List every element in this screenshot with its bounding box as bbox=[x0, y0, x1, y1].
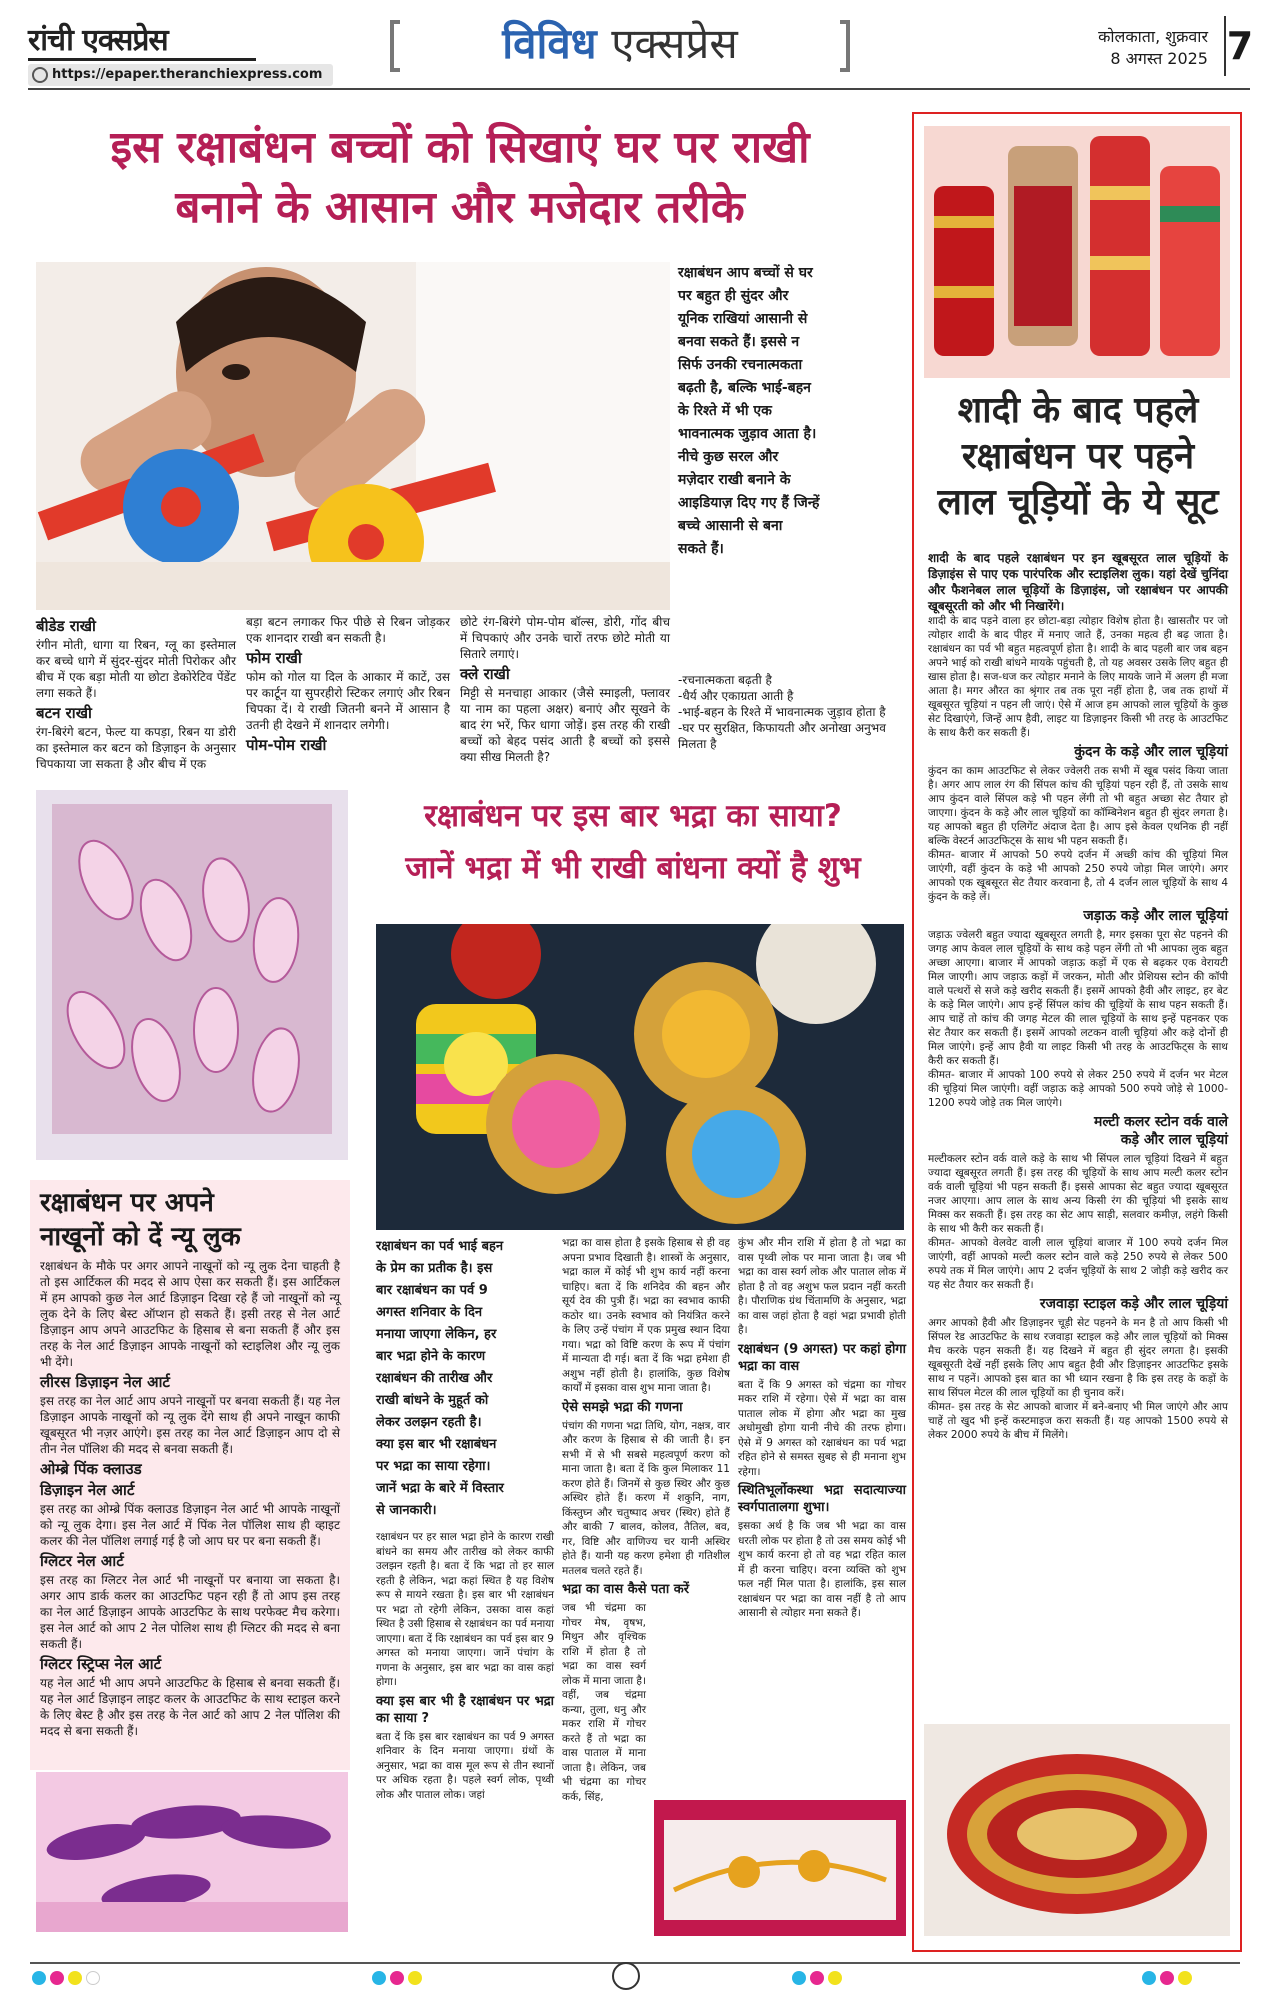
footer-rule bbox=[30, 1962, 1240, 1964]
main-story-lead: रक्षाबंधन आप बच्चों से घर पर बहुत ही सुंदर और यूनिक राखियां आसानी से बनवा सकते हैं। इससे न सिर्फ उनकी रचनात्मकता बढ़ती है, बल्कि भाई-बहन के रिश्ते में भी एक भावनात्मक जुड़ाव आता है। नीचे कुछ सरल और मज़ेदार राखी बनाने के आइडियाज़ दिए गए हैं जिन्हें बच्चे आसानी से बना सकते हैं। bbox=[678, 265, 820, 557]
glitter-nail-photo bbox=[36, 1772, 348, 1932]
bhadra-col2: भद्रा का वास होता है इसके हिसाब से ही वह अपना प्रभाव दिखाती है। शास्त्रों के अनुसार, भद्रा काल में कोई भी शुभ कार्य नहीं करना चाहिए। बता दें कि शनिदेव की बहन और सूर्य देव की पुत्री हैं। भद्रा का स्वभाव काफी कठोर था। उनके स्वभाव को नियंत्रित करने के लिए उन्हें पंचांग में एक प्रमुख स्थान दिया गया। भद्रा को विष्टि करण के रूप में पंचांग में मान्यता दी गई। बता दें कि भद्रा हमेशा ही अशुभ नहीं होती है। हालांकि, कुछ विशेष कार्यों में इसका वास शुभ माना जाता है। ऐसे समझे भद्रा की गणना पंचांग की गणना भद्रा तिथि, योग, नक्षत्र, वार और करण के हिसाब से की जाती है। इन सभी में से भी सबसे महत्वपूर्ण करण को माना जाता है। बता दें कि कुल मिलाकर 11 करण होते हैं। जिनमें से कुछ स्थिर और कुछ अस्थिर होते हैं। करण में शकुनि, नाग, किंस्तुघ्न और चतुष्पाद अचर (स्थिर) होते हैं और बाकी 7 बालव, कोलव, तैतिल, बव, गर, विष्टि और वाणिज्य चर यानी अस्थिर होते हैं। यानी यह करण हमेशा ही गतिशील मतलब चलते रहते हैं। भद्रा का वास कैसे पता करें जब भी चंद्रमा का गोचर मेष, वृषभ, मिथुन और वृश्चिक राशि में होता है तो भद्रा का वास स्वर्ग लोक में माना जाता है। वहीं, जब चंद्रमा कन्या, तुला, धनु और मकर राशि में गोचर करते हैं तो भद्रा का वास पाताल में माना जाता है। लेकिन, जब भी चंद्रमा का गोचर कर्क, सिंह, bbox=[562, 1237, 731, 1803]
section-title-part1: विविध bbox=[502, 19, 597, 68]
red-bangles-photo bbox=[924, 126, 1230, 378]
bhadra-headline: रक्षाबंधन पर इस बार भद्रा का साया? जानें भद्रा में भी राखी बांधना क्यों है शुभ bbox=[405, 798, 861, 886]
page-number: 7 bbox=[1224, 16, 1254, 76]
rakhi-thali-photo bbox=[376, 924, 904, 1230]
rakhi-col2: बड़ा बटन लगाकर फिर पीछे से रिबन जोड़कर एक शानदार राखी बन सकती है। फोम राखी फोम को गोल या दिल के आकार में काटें, उस पर कार्टून या सुपरहीरो स्टिकर लगाएं और रिबन चिपका दें। ये राखी जितनी बनने में आसान है उतनी ही देखने में शानदार लगेगी। पोम-पोम राखी bbox=[246, 615, 450, 754]
bangle-headline: शादी के बाद पहले रक्षाबंधन पर पहने लाल चूड़ियों के ये सूट bbox=[937, 390, 1219, 523]
nail-art-photo bbox=[36, 790, 348, 1160]
color-registration-far-right bbox=[1140, 1970, 1194, 1989]
color-registration-mid bbox=[370, 1970, 424, 1989]
subhead-beaded: बीडेड राखी bbox=[36, 617, 96, 635]
masthead bbox=[28, 14, 1254, 90]
epaper-url[interactable]: https://epaper.theranchiexpress.com bbox=[28, 64, 333, 86]
globe-icon bbox=[32, 67, 48, 83]
registration-mark-icon bbox=[612, 1962, 640, 1990]
rakhi-col1: बीडेड राखी रंगीन मोती, धागा या रिबन, ग्लू का इस्तेमाल कर बच्चे धागे में सुंदर-सुंदर मोती पिरोकर और बीच में एक बड़ा मोती या छोटा डेकोरेटिव पेंडेंट लगा सकते हैं। बटन राखी रंग-बिरंगे बटन, फेल्ट या कपड़ा, रिबन या डोरी का इस्तेमाल कर बटन को डिज़ाइन के अनुसार चिपकाया जा सकता है और बीच में एक bbox=[36, 617, 236, 771]
subhead-pompom: पोम-पोम राखी bbox=[246, 736, 327, 754]
logo-underline bbox=[28, 58, 256, 61]
rakhi-benefits: -रचनात्मकता बढ़ती है -धैर्य और एकाग्रता आती है -भाई-बहन के रिश्ते में भावनात्मक जुड़ाव होता है -घर पर सुरक्षित, किफायती और अनोखा अनुभव मिलता है bbox=[678, 673, 886, 751]
subhead-button: बटन राखी bbox=[36, 704, 92, 722]
section-bracket-right bbox=[840, 20, 850, 72]
dateline bbox=[1038, 26, 1208, 70]
color-registration-left bbox=[30, 1970, 102, 1989]
color-registration-right bbox=[790, 1970, 844, 1989]
bhadra-col1: रक्षाबंधन पर हर साल भद्रा होने के कारण राखी बांधने का समय और तारीख को लेकर काफी उलझन रहती है। बता दें कि भद्रा तो हर साल रहती है लेकिन, भद्रा कहां स्थित है यह विशेष रूप से मायने रखता है। इस बार भी रक्षाबंधन पर भद्रा तो रहेगी लेकिन, उसका वास कहां स्थित है उसी हिसाब से रक्षाबंधन का पर्व मनाया जाएगा। बता दें कि रक्षाबंधन का पर्व इस बार 9 अगस्त को मनाया जाएगा। जानें पंचांग के गणना के अनुसार, इस बार भद्रा का वास कहां होगा। क्या इस बार भी है रक्षाबंधन पर भद्रा का साया ? बता दें कि इस बार रक्षाबंधन का पर्व 9 अगस्त शनिवार के दिन मनाया जाएगा। ग्रंथों के अनुसार, भद्रा का वास मूल रूप से तीन स्थानों पर अधिक रहता है। पहले स्वर्ग लोक, पृथ्वी लोक और पाताल लोक। जहां bbox=[376, 1531, 554, 1801]
rakhi-col3: छोटे रंग-बिरंगे पोम-पोम बॉल्स, डोरी, गोंद बीच में चिपकाएं और उनके चारों तरफ छोटे मोती या सितारे लगाएं। क्ले राखी मिट्टी से मनचाहा आकार (जैसे स्माइली, फ्लावर या नाम का पहला अक्षर) बनाएं और सूखने के बाद रंग भरें, फिर धागा जोड़ें। इस तरह की राखी बच्चों को बेहद पसंद आती है बच्चों को इससे क्या सीख मिलती है? bbox=[460, 615, 670, 764]
girl-rakhi-photo bbox=[36, 262, 670, 610]
rakhi-card-photo bbox=[654, 1800, 906, 1936]
main-headline-line2: बनाने के आसान और मजेदार तरीके bbox=[175, 182, 745, 233]
rajwada-bangles-photo bbox=[924, 1724, 1230, 1936]
nail-headline: रक्षाबंधन पर अपने नाखूनों को दें न्यू लुक bbox=[40, 1188, 241, 1252]
main-headline bbox=[30, 118, 890, 238]
main-headline-line1: इस रक्षाबंधन बच्चों को सिखाएं घर पर राखी bbox=[110, 122, 810, 173]
section-title bbox=[390, 14, 850, 74]
bangle-body: शादी के बाद पहले रक्षाबंधन पर इन खूबसूरत लाल चूड़ियों के डिज़ाइंस से पाए एक पारंपरिक और स्टाइलिश लुक। यहां देखें चुनिंदा और फैशनेबल लाल चूड़ियों के डिज़ाइंस, जो रक्षाबंधन पर आपकी खूबसूरती को और भी निखारेंगे। शादी के बाद पड़ने वाला हर छोटा-बड़ा त्योहार विशेष होता है। खासतौर पर जो त्योहार शादी के बाद पीहर में मनाए जाते हैं, उनका महत्व ही बढ़ जाता है। रक्षाबंधन का पर्व भी बहुत महत्वपूर्ण होता है। शादी के बाद पहली बार जब बहन अपने भाई को राखी बांधने मायके पहुंचती है, तो यह अवसर उसके लिए बहुत ही खास होता है। सज-धज कर त्योहार मनाने के लिए मायके जाने में अलग ही मजा आता है। मगर औरत का श्रृंगार तब तक पूरा नहीं होता है, जब तक हाथों में खूबसूरत चूड़ियां न पहन ली जाएं। ऐसे में आज हम आपको लाल चूड़ियों के कुछ सेट दिखाएंगे, जिन्हें आप हैवी, लाइट या डिज़ाइनर किसी भी तरह के आउटफिट के साथ कैरी कर सकती हैं। कुंदन के कड़े और लाल चूड़ियां कुंदन का काम आउटफिट से लेकर ज्वेलरी तक सभी में खूब पसंद किया जाता है। अगर आप लाल रंग की सिंपल कांच की चूड़ियां पहन रही हैं, तो उसके साथ आप कुंदन वाले सिंपल कड़े भी पहन लेंगी तो भी बहुत अच्छा सेट तैयार हो जाएगा। कुंदन के कड़े और लाल चूड़ियों का कॉम्बिनेशन बहुत ही सुंदर लगता है। यह आपको बहुत ही एलिगेंट अंदाज देता है। आप इसे केवल एथनिक ही नहीं बल्कि वेस्टर्न आउटफिट्स के साथ भी पहन सकती हैं। कीमत- बाजार में आपको 50 रुपये दर्जन में अच्छी कांच की चूड़ियां मिल जाएंगी, वहीं कुंदन के कड़े भी आपको 250 रुपये जोड़ा मिल जाएंगे। अगर आपको एक खूबसूरत सेट तैयार करवाना है, तो 4 दर्जन लाल चूड़ियों के साथ 4 कुंदन के कड़े लें। जड़ाऊ कड़े और लाल चूड़ियां जड़ाऊ ज्वेलरी बहुत ज्यादा खूबसूरत लगती है, मगर इसका पूरा सेट पहनने की जगह आप केवल लाल चूड़ियों के साथ कड़े पहन लेंगी तो भी आपका लुक बहुत अच्छा आएगा। बाजार में आपको जड़ाऊ कड़ों में एक से बढ़कर एक वेरायटी मिल जाएगी। आप जड़ाऊ कड़ों में जरकन, मोती और प्रेशियस स्टोन की कॉपी वाले पत्थरों से सजे कड़े खरीद सकती हैं। इसमें आपको हैवी और लाइट, हर बेट के कड़े मिल जाएंगे। आप इन्हें सिंपल कांच की चूड़ियों के साथ पहन सकती हैं। आप चाहें तो कांच की जगह मेटल की लाल चूड़ियों के साथ इन्हें पहनकर एक सेट तैयार कर सकती हैं। इसमें आपको लटकन वाली चूड़ियां और कड़े दोनों ही मिल जाएंगे। इन्हें आप हैवी या लाइट किसी भी तरह के आउटफिट्स के साथ कैरी कर सकती हैं। कीमत- बाजार में आपको 100 रुपये से लेकर 250 रुपये में दर्जन भर मेटल की चूड़ियां मिल जाएंगी। वहीं जड़ाऊ कड़े आपको 500 रुपये जोड़े से 1000-1200 रुपये जोड़े तक मिल जाएंगे। मल्टी कलर स्टोन वर्क वाले कड़े और लाल चूड़ियां मल्टीकलर स्टोन वर्क वाले कड़े के साथ भी सिंपल लाल चूड़ियां दिखने में बहुत ज्यादा खूबसूरत लगती हैं। इस तरह की चूड़ियों के साथ आप मल्टी कलर स्टोन वर्क वाली चूड़ियां भी पहन सकती हैं। इससे आपका सेट बहुत ज्यादा खूबसूरत नजर आएगा। आप लाल के साथ अन्य किसी रंग की चूड़ियां भी इसके साथ मिक्स कर सकती हैं। इस तरह का सेट आप साड़ी, सलवार कमीज़, लहंगे किसी के साथ भी कैरी कर सकती हैं। कीमत- आपको वेलवेट वाली लाल चूड़ियां बाजार में 100 रुपये दर्जन मिल जाएंगी, वहीं आपको मल्टी कलर स्टोन वाले कड़े 250 रुपये से लेकर 500 रुपये तक में मिल जाएंगे। आप 2 दर्जन चूड़ियों के साथ 2 जोड़ी कड़े खरीद कर यह सेट तैयार कर सकती हैं। रजवाड़ा स्टाइल कड़े और लाल चूड़ियां अगर आपको हैवी और डिज़ाइनर चूड़ी सेट पहनने के मन है तो आप किसी भी सिंपल रेड आउटफिट के साथ रजवाड़ा स्टाइल कड़े और लाल चूड़ियों को मिक्स मैच करके पहन सकती हैं। यह दिखने में बहुत ही सुंदर लगता है। इसकी खूबसूरती देखें नहीं इसके लिए आप बहुत हैवी और डिज़ाइनर आउटफिट इसके साथ न पहनें। आपको इस बात का भी ध्यान रखना है कि इस तरह के कड़ों के साथ सिंपल मेटल की लाल चूड़ियों का ही चुनाव करें। कीमत- इस तरह के सेट आपको बाजार में बने-बनाए भी मिल जाएंगे और आप चाहें तो खुद भी इन्हें कस्टमाइज करा सकती हैं। यह आपको 1500 रुपये से लेकर 2000 रुपये के बीच में मिलेंगे। bbox=[928, 551, 1228, 1441]
newspaper-logo: रांची एक्सप्रेस bbox=[28, 23, 168, 58]
issue-date: 8 अगस्त 2025 bbox=[1110, 49, 1208, 68]
bhadra-lead: रक्षाबंधन का पर्व भाई बहन के प्रेम का प्रतीक है। इस बार रक्षाबंधन का पर्व 9 अगस्त शनिवार के दिन मनाया जाएगा लेकिन, हर बार भद्रा होने के कारण रक्षाबंधन की तारीख और राखी बांधने के मुहूर्त को लेकर उलझन रहती है। क्या इस बार भी रक्षाबंधन पर भद्रा का साया रहेगा। जानें भद्रा के बारे में विस्तार से जानकारी। bbox=[376, 1239, 504, 1518]
bhadra-col3: कुंभ और मीन राशि में होता है तो भद्रा का वास पृथ्वी लोक पर माना जाता है। जब भी भद्रा का वास स्वर्ग लोक और पाताल लोक में होता है तो वह अशुभ फल प्रदान नहीं करती है। पौराणिक ग्रंथ चिंतामणि के अनुसार, भद्रा का वास जहां होता है वहां भद्रा प्रभावी होती है। रक्षाबंधन (9 अगस्त) पर कहां होगा भद्रा का वास बता दें कि 9 अगस्त को चंद्रमा का गोचर मकर राशि में रहेगा। ऐसे में भद्रा का वास पाताल लोक में होगा और भद्रा का मुख अधोमुखी होगा यानी नीचे की तरफ होगा। ऐसे में 9 अगस्त को रक्षाबंधन का पर्व भद्रा रहित होने से समस्त सुबह से ही मनाना शुभ रहेगा। स्थितिभूर्लोकस्था भद्रा सदात्याज्या स्वर्गपातालगा शुभा। इसका अर्थ है कि जब भी भद्रा का वास धरती लोक पर होता है तो उस समय कोई भी शुभ कार्य करना हो तो वह भद्रा रहित काल में ही करना चाहिए। वरना व्यक्ति को शुभ फल नहीं मिल पाता है। हालांकि, इस साल रक्षाबंधन पर भद्रा का वास नहीं है तो आप आसानी से त्योहार मना सकते हैं। bbox=[738, 1237, 906, 1619]
nail-story: रक्षाबंधन पर अपने नाखूनों को दें न्यू लुक रक्षाबंधन के मौके पर अगर आपने नाखूनों को न्यू लुक देना चाहती है तो इस आर्टिकल की मदद से आप ऐसा कर सकती हैं। इस आर्टिकल में हम आपको कुछ नेल आर्ट डिज़ाइन दिखा रहे हैं जो नाखूनों को न्यू लुक देने के लिए बेस्ट ऑप्शन हो सकते हैं। इसी तरह से नेल आर्ट डिज़ाइन आप अपने आउटफिट के हिसाब से बना सकती हैं और इस तरह के नेल आर्ट डिज़ाइन आपके नाखूनों को स्टाइलिश और न्यू लुक भी देंगे। लीरस डिज़ाइन नेल आर्ट इस तरह का नेल आर्ट आप अपने नाखूनों पर बनवा सकती हैं। यह नेल डिज़ाइन आपके नाखूनों को न्यू लुक देंगे साथ ही अपने नाखून काफी खूबसूरत भी नज़र आएंगे। इस तरह का नेल आर्ट डिज़ाइन आप दो से तीन नेल पॉलिश की मदद से बनवा सकती हैं। ओम्ब्रे पिंक क्लाउड डिज़ाइन नेल आर्ट इस तरह का ओम्ब्रे पिंक क्लाउड डिज़ाइन नेल आर्ट भी आपके नाखूनों को न्यू लुक देगा। इस नेल आर्ट में पिंक नेल पॉलिश साथ ही व्हाइट कलर की नेल पॉलिश लगाई गई है जो आप घर पर बना सकती हैं। ग्लिटर नेल आर्ट इस तरह का ग्लिटर नेल आर्ट भी नाखूनों पर बनाया जा सकता है। अगर आप डार्क कलर का आउटफिट पहन रही हैं तो आप इस तरह का नेल आर्ट डिज़ाइन आपके आउटफिट के साथ परफेक्ट मैच करेगा। इस नेल आर्ट को आप 2 नेल पोलिश साथ ही ग्लिटर की मदद से बना सकती हैं। ग्लिटर स्ट्रिप्स नेल आर्ट यह नेल आर्ट भी आप अपने आउटफिट के हिसाब से बनवा सकती हैं। यह नेल आर्ट डिज़ाइन लाइट कलर के आउटफिट के साथ स्टाइल करने के लिए बेस्ट है और इस तरह के नेल आर्ट को आप 2 नेल पॉलिश की मदद से बना सकती हैं। bbox=[30, 1180, 350, 1770]
section-title-part2: एक्सप्रेस bbox=[611, 19, 738, 68]
subhead-clay: क्ले राखी bbox=[460, 665, 510, 683]
subhead-foam: फोम राखी bbox=[246, 649, 302, 667]
place-day: कोलकाता, शुक्रवार bbox=[1098, 27, 1208, 46]
